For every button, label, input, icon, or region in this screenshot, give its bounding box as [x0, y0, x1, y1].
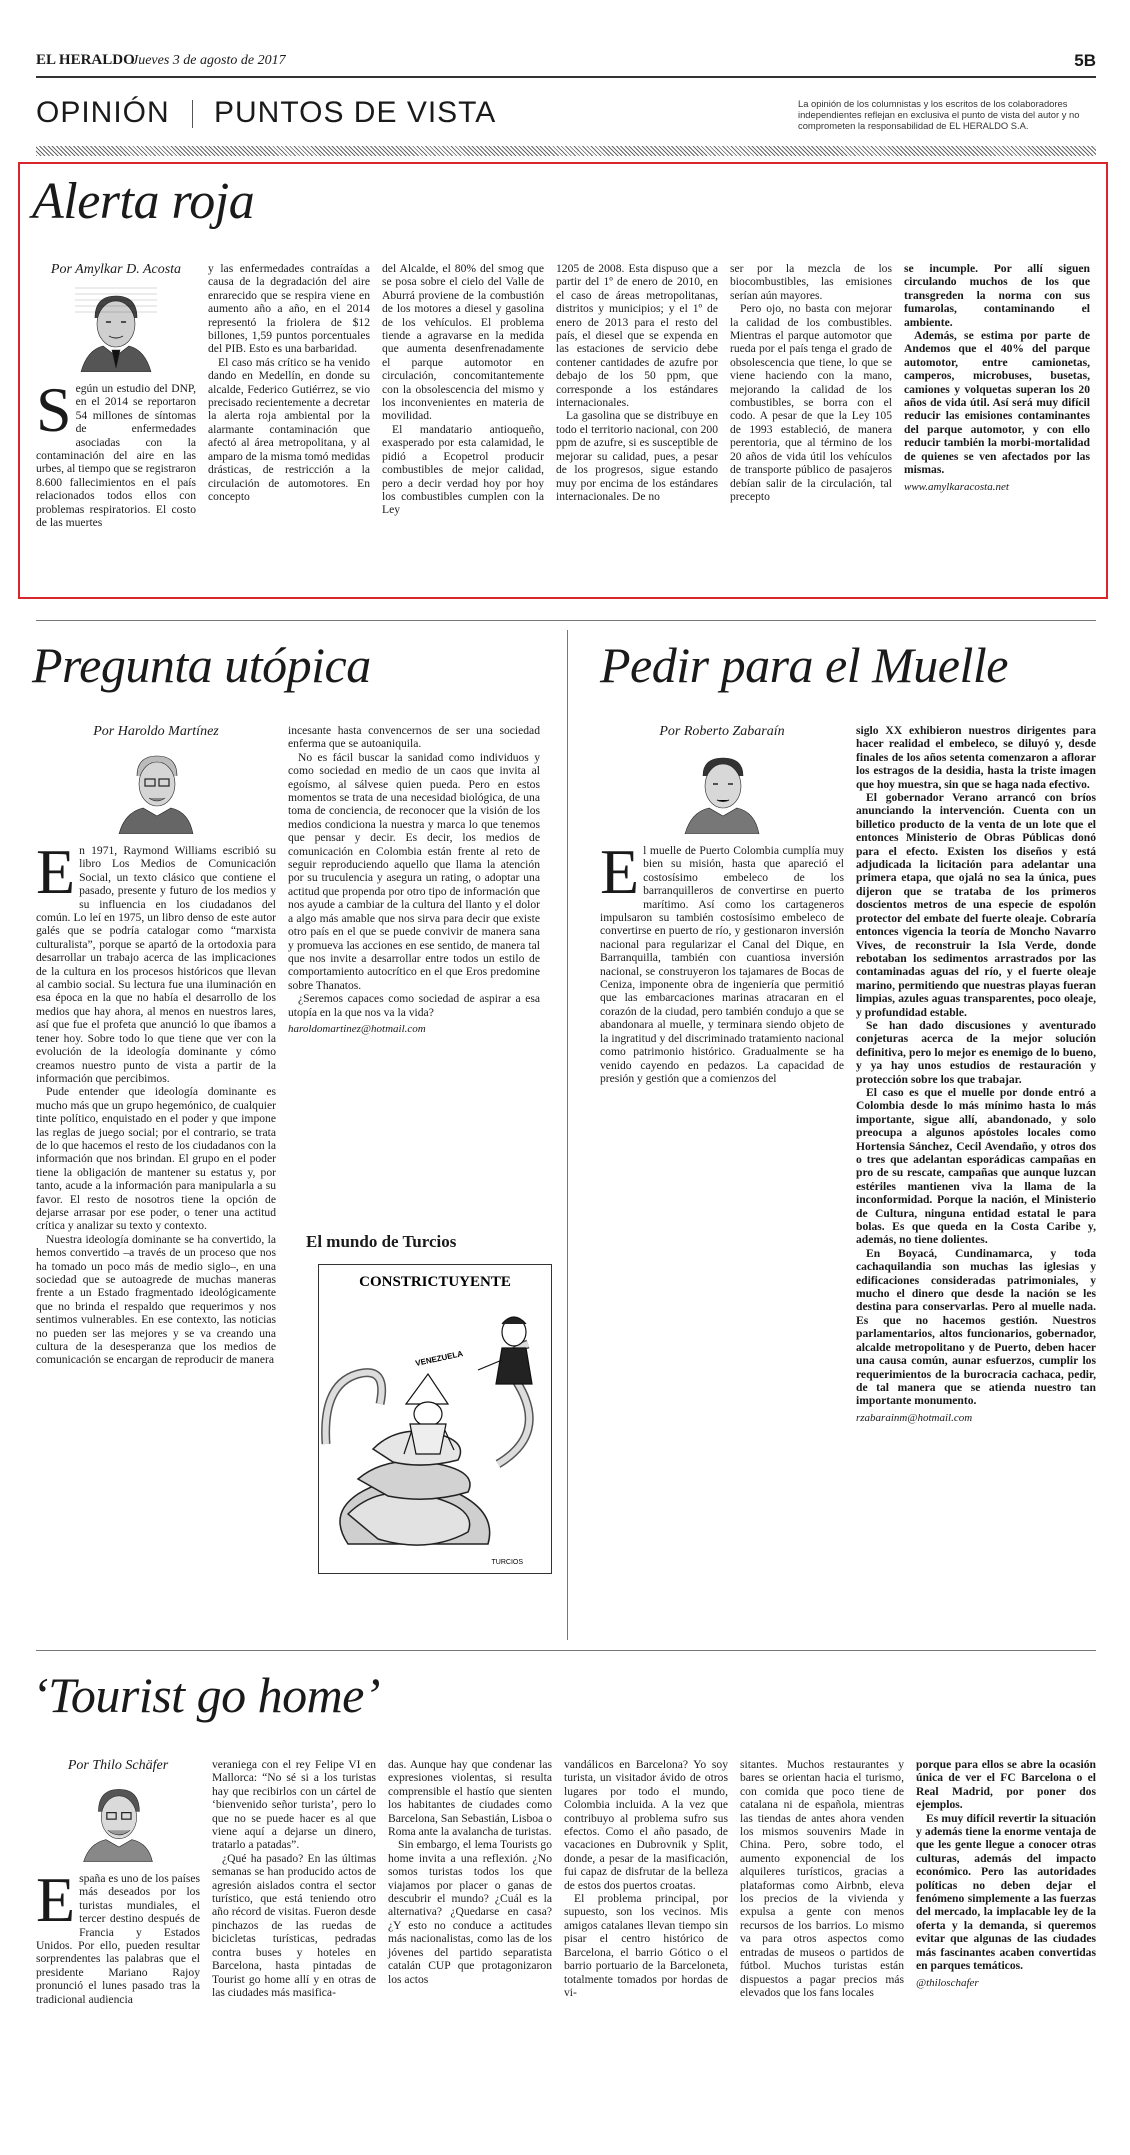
- author-website: www.amylkaracosta.net: [904, 480, 1009, 493]
- author-column: [36, 262, 196, 529]
- column-paragraph: y las enfermedades contraídas a causa de la degradación del aire enrarecido que se respira viene en aumento año a año, en el 2014 representó la friolera de $12 billones, 1,59 puntos porcentuales del PIB. Esto es una barbaridad.: [208, 262, 370, 356]
- column-paragraph: El problema principal, por supuesto, son los vecinos. Mis amigos catalanes llevan tiempo sin pisar el centro histórico de Barcelona, el barrio Gótico o el barrio portuario de la Barceloneta, totalmente tomados por hordas de vi-: [564, 1892, 728, 1999]
- column-paragraph: sitantes. Muchos restaurantes y bares se orientan hacia el turismo, con comida que poco tiene de catalana ni de española, mientras las tiendas de antes ahora venden los mismos souvenirs Made in China. Pero, sobre todo, el aumento exponencial de los alquileres turísticos, gracias a plataformas como Airbnb, eleva los precios de la vivienda y expulsa a gente con menos recursos de los barrios. Lo mismo va para otros aspectos como entradas de museos o partidos de fútbol. Muchos turistas están dispuestos a pagar precios más elevados que los fans locales: [740, 1758, 904, 1999]
- column-text: egún un estudio del DNP, en el 2014 se reportaron 54 millones de síntomas de enfermedades asociadas con la contaminación del aire en las urbes, al tiempo que se registraron 8.600 fallecimientos en el país relacionados todos ellos con problemas respiratorios. El costo de las muertes: [36, 382, 196, 530]
- column-paragraph: das. Aunque hay que condenar las expresiones violentas, si resulta comprensible el hastío que sienten los habitantes de ciudades como Barcelona, San Sebastián, Lisboa o Roma ante la avalancha de turistas.: [388, 1758, 552, 1839]
- column-paragraph: Se han dado discusiones y aventurado conjeturas acerca de la mejor solución definitiva, pero lo mejor es enemigo de lo bueno, y ya hay unos estudios de restauración y protección sobre los que trabajar.: [856, 1018, 1096, 1086]
- vertical-divider: [567, 630, 568, 1640]
- column-paragraph: El caso es que el muelle por donde entró a Colombia desde lo más mínimo hasta lo más importante, sigue allí, abandonado, y solo preocupa a algunos apóstoles locales como Hortensia Sánchez, Cecil Avendaño, y otros dos o tres que adelantan esporádicas campañas en pro de su rescate, campañas que aunque luzcan estériles mantienen viva la llama de la inconformidad. Porque la nación, el Ministerio de Cultura, ninguna entidad estatal le para bolas. Es que queda en la Costa Caribe y, además, no tiene dolientes.: [856, 1085, 1096, 1247]
- article-column-6: [904, 262, 1090, 493]
- section-rule: [36, 620, 1096, 621]
- column-paragraph: se incumple. Por allí siguen circulando muchos de los que transgreden la norma con sus fumarolas, contaminando el ambiente.: [904, 262, 1090, 329]
- author-portrait: [73, 284, 159, 372]
- section-left-label: OPINIÓN: [36, 96, 170, 129]
- column-paragraph: porque para ellos se abre la ocasión única de ver el FC Barcelona o el Real Madrid, por poner dos ejemplos.: [916, 1758, 1096, 1812]
- article-column-2: [856, 724, 1096, 1424]
- author-email: rzabarainm@hotmail.com: [856, 1411, 973, 1424]
- issue-date: Jueves 3 de agosto de 2017: [132, 53, 286, 68]
- column-paragraph: vandálicos en Barcelona? Yo soy turista, un visitador ávido de otros lugares por todo el mundo, Colombia incluida. A la vez que contribuyo al problema sufro sus efectos. Como el año pasado, de vacaciones en Dubrovnik y Split, donde, a pesar de la masificación, fui capaz de disfrutar de la belleza de estos dos puertos croatas.: [564, 1758, 728, 1892]
- column-paragraph: veraniega con el rey Felipe VI en Mallorca: “No sé si a los turistas hay que recibirlos con un cártel de ‘bienvenido señor turista’, pero lo que no se puede hacer es al que viene aquí a dejarse un dinero, tratarlo a patadas”.: [212, 1758, 376, 1852]
- article-title: Pedir para el Muelle: [600, 637, 1008, 693]
- article-title: ‘Tourist go home’: [32, 1667, 381, 1723]
- column-paragraph: del Alcalde, el 80% del smog que se posa sobre el cielo del Valle de Aburrá proviene de la combustión de los motores a diesel y gasolina de los vehículos. El problema tiende a agravarse en la medida que aumenta desenfrenadamente el parque automotor en circulación, concomitantemente con la obsolescencia del mismo y los inconvenientes en materia de movilidad.: [382, 262, 544, 423]
- section-disclaimer: La opinión de los columnistas y los escritos de los colaboradores independientes reflejan en exclusiva el punto de vista del autor y no comprometen la responsabilidad de EL HERALDO S.A.: [798, 98, 1080, 132]
- paper-name: EL HERALDO: [36, 52, 135, 68]
- masthead: [36, 52, 1096, 72]
- article-column-5: [730, 262, 892, 503]
- cartoon-illustration: [318, 1264, 552, 1574]
- article-column-3: [382, 262, 544, 517]
- article-column-1: [36, 374, 196, 530]
- author-email: haroldomartinez@hotmail.com: [288, 1022, 426, 1035]
- column-paragraph: La gasolina que se distribuye en todo el territorio nacional, con 200 ppm de azufre, si es susceptible de mejorar su calidad, pues, a pesar de los progresos, sigue estando muy por encima de los estándares internacionales. De no: [556, 409, 718, 503]
- cartoon-banner: VENEZUELA: [414, 1349, 464, 1368]
- article-column-4: [564, 1758, 728, 1999]
- article-column-3: [388, 1758, 552, 1986]
- section-hatch-band: [36, 146, 1096, 156]
- column-paragraph: Sin embargo, el lema Tourists go home invita a una reflexión. ¿No somos turistas todos los que viajamos por placer o ganas de descubrir el mundo? ¿Cuál es la alternativa? ¿Quedarse en casa? ¿Y esto no conduce a actitudes más nacionalistas, como las de los jóvenes del partido separatista catalán CUP que protagonizaron los actos: [388, 1838, 552, 1986]
- page-number: 5B: [1074, 51, 1096, 70]
- cartoon-heading: El mundo de Turcios: [306, 1232, 457, 1251]
- column-paragraph: ¿Qué ha pasado? En las últimas semanas se han producido actos de agresión aislados contra el sector turístico, que está teniendo otro año récord de visitas. Fueron desde pinchazos de las ruedas de bicicletas turísticas, pedradas contra buses y hoteles en Barcelona, hasta pintadas de Tourist go home allí y en otras de las ciudades más masifica-: [212, 1851, 376, 1999]
- section-right-label: PUNTOS DE VISTA: [214, 96, 497, 129]
- article-column-4: [556, 262, 718, 503]
- author-portrait: [679, 746, 765, 834]
- column-paragraph: En Boyacá, Cundinamarca, y toda cachaquilandia son muchas las iglesias y edificaciones consideradas patrimoniales, y mucho el dinero que desde la nación se les destina para conservarlas. Pero al muelle nada. Es que no hacemos gestión. Nuestros parlamentarios, altos funcionarios, gobernador, alcalde metropolitano y de Puerto, deben hacer una causa común, aunar esfuerzos, cumplir los requerimientos de la burocracia cachaca, pedir, de tal manera que se atienda nuestro tan importante monumento.: [856, 1246, 1096, 1408]
- column-paragraph: Nuestra ideología dominante se ha convertido, la hemos convertido –a través de un proceso que nos ha tomado un poco más de medio siglo–, en una sociedad que se autoagrede de muchas maneras frente a un Estado fragmentado ideológicamente que no brinda el respaldo que requerimos y nos sentimos vulnerables. En ese contexto, las noticias no pueden ser las mejores y se va creando una cultura de la desesperanza que los medios de comunicación se encargan de reproducir de manera: [36, 1232, 276, 1367]
- article-column-2: [212, 1758, 376, 1999]
- article-column-1: [36, 1864, 200, 2006]
- byline: Por Thilo Schäfer: [67, 1758, 169, 1773]
- author-portrait: [113, 746, 199, 834]
- column-text: spaña es uno de los países más deseados por los turistas mundiales, el tercer destino después de Francia y Estados Unidos. Por ello, pueden resultar sorprendentes las palabras que el presidente Mariano Rajoy pronunció el lunes pasado tras la tradicional audiencia: [36, 1872, 200, 2006]
- column-paragraph: Además, se estima por parte de Andemos que el 40% del parque automotor, entre camionetas, camperos, microbuses, busetas, camiones y volquetas superan los 20 años de vida útil. Así será muy difícil reducir las emisiones contaminantes del parque automotor, y con ello reducir también la morbi-mortalidad de quienes se ven afectados por las mismas.: [904, 329, 1090, 477]
- drop-cap: S: [36, 374, 72, 445]
- column-paragraph: Pude entender que ideología dominante es mucho más que un grupo hegemónico, de cualquier tinte político, enquistado en el poder y que impone las reglas de juego social; por el contrario, se trata de lo que hacemos el resto de los ciudadanos con la información que nos brindan. El grupo en el poder tiene la obligación de mantener su estatus y, por tanto, acude a la información para manipularla a su favor. El resto de nosotros tiene la opción de dejarse arrasar por ese poder, o tener una actitud crítica y analizar su texto y contexto.: [36, 1085, 276, 1233]
- byline: Por Amylkar D. Acosta: [50, 262, 182, 277]
- author-column: [600, 724, 844, 1085]
- article-column-1: [36, 836, 276, 1085]
- article-column-1: [600, 836, 844, 1085]
- column-paragraph: ser por la mezcla de los biocombustibles, las emisiones serían aún mayores.: [730, 262, 892, 302]
- article-column-5: [740, 1758, 904, 1999]
- column-paragraph: 1205 de 2008. Esta dispuso que a partir del 1º de enero de 2010, en el caso de áreas metropolitanas, distritos y municipios; y el 1º de enero de 2013 para el resto del país, el diesel que se expenda en las estaciones de servicio debe contener cantidades de azufre por debajo de los 50 ppm, que corresponde a los estándares internacionales.: [556, 262, 718, 410]
- column-paragraph: Pero ojo, no basta con mejorar la calidad de los combustibles. Mientras el parque automotor que rueda por el país tenga el grado de obsolescencia que tiene, lo que se viene haciendo con la mano, mejorando la calidad de los combustibles, se borra con el codo. A pesar de que la Ley 105 de 1993 estableció, de manera perentoria, que al término de los 20 años de vida útil los vehículos de transporte público de pasajeros debían salir de la circulación, tal precepto: [730, 302, 892, 503]
- column-text: l muelle de Puerto Colombia cumplía muy bien su misión, hasta que apareció el costosísimo embeleco de los barranquilleros de convertirse en puerto marítimo. Así como los cartageneros impulsaron su también costosísimo embeleco de convertirse en puerto de río, y gestionaron inversión nacional para regularizar el Canal del Dique, en Barranquilla, también con cuantiosa inversión nacional, se construyeron los tajamares de Bocas de Ceniza, imponente obra de ingeniería que permitió que las embarcaciones marinas atracaran en el corazón de la ciudad, pero también condujo a que se abandonara al muelle, y terminara siendo objeto de la ingratitud y del discriminado tratamiento nacional como patrimonio histórico. Gradualmente se ha venido cayendo en pedazos. La capacidad de presión y gestión que a comienzos del: [600, 844, 844, 1085]
- byline: Por Roberto Zabaraín: [659, 724, 785, 739]
- column-paragraph: siglo XX exhibieron nuestros dirigentes para hacer realidad el embeleco, se diluyó y, desde finales de los años setenta comenzaron a aflorar los estragos de la desidia, hasta la triste imagen que hoy muestra, sin que se haga nada efectivo.: [856, 724, 1096, 791]
- article-title: Alerta roja: [32, 173, 255, 230]
- author-column: [36, 724, 276, 1367]
- section-divider: [192, 100, 193, 128]
- article-column-6: [916, 1758, 1096, 1989]
- drop-cap: E: [36, 836, 76, 907]
- column-paragraph: incesante hasta convencernos de ser una sociedad enferma que se autoaniquila.: [288, 724, 540, 751]
- column-text: n 1971, Raymond Williams escribió su libro Los Medios de Comunicación Social, un texto clásico que contiene el pasado, presente y futuro de los medios y su influencia en los ciudadanos del común. Lo leí en 1975, un libro denso de este autor galés que se podría catalogar como “marxista culturalista”, porque se apartó de la ortodoxia para desarrollar un trabajo acerca de las implicaciones de la cultura en los procesos históricos que llevan al cambio social. Su lectura fue una iluminación en esa época en la que no había el desarrollo de los medios que hay ahora, al menos en nuestros lares, así que fue el profeta que anunció lo que íbamos a tener hoy. Sobre todo lo que tiene que ver con la evolución de la ideología dominante y cómo creamos nuestro punto de vista a partir de la información que percibimos.: [36, 844, 276, 1085]
- article-column-2: [288, 724, 540, 1035]
- cartoon-signature: TURCIOS: [491, 1559, 523, 1566]
- cartoon-title: CONSTRICTUYENTE: [359, 1274, 511, 1290]
- masthead-rule: [36, 76, 1096, 78]
- column-paragraph: Es muy difícil revertir la situación y además tiene la enorme ventaja de que les gente llegue a conocer otras culturas, además del impacto económico. Pero las autoridades políticas no deben dejar el fenómeno simplemente a las fuerzas del mercado, la implacable ley de la oferta y la demanda, si queremos evitar que algunas de las ciudades más fascinantes acaben convertidas en parques temáticos.: [916, 1811, 1096, 1973]
- column-paragraph: El caso más crítico se ha venido dando en Medellín, en donde su alcalde, Federico Gutiérrez, se vio precisado recientemente a decretar la alerta roja ambiental por la alarmante contaminación que afectó al área metropolitana, y al amparo de la misma tomó medidas drásticas, de restricción a la circulación de automotores. En concepto: [208, 355, 370, 503]
- byline: Por Haroldo Martínez: [93, 724, 219, 739]
- drop-cap: E: [600, 836, 640, 907]
- author-column: [36, 1758, 200, 2006]
- article-title: Pregunta utópica: [32, 637, 371, 693]
- article-column-2: [208, 262, 370, 503]
- column-paragraph: El mandatario antioqueño, exasperado por esta calamidad, le pidió a Ecopetrol producir combustibles de mejor calidad, pero a decir verdad hoy por hoy los combustibles cumplen con la Ley: [382, 422, 544, 517]
- author-handle: @thiloschafer: [916, 1976, 979, 1989]
- column-paragraph: ¿Seremos capaces como sociedad de aspirar a esa utopía en la que nos va la vida?: [288, 992, 540, 1019]
- author-portrait: [78, 1780, 158, 1862]
- column-paragraph: No es fácil buscar la sanidad como individuos y como sociedad en medio de un caos que invita al egoísmo, al sálvese quien pueda. Pero en estos momentos se trata de una necesidad biológica, de una toma de conciencia, de reconocer que la visión de los medios condiciona la nuestra y marca lo que tenemos que pensar y decir. Es decir, los medios de comunicación en Colombia están frente al reto de seguir reproduciendo aquello que llama la atención por su truculencia y asegura un rating, o adoptar una actitud que propenda por otro tipo de información que nos ayude a cambiar de la cultura del llanto y el dolor a algo más amable que nos sirva para decir que existe otro país en el que se puede convivir de manera sana y promueva las acciones en ese sentido, de manera tal que nos invite a desarrollar entre todos un estilo de comportamiento autocrítico en el que Eros predomine sobre Thanatos.: [288, 750, 540, 992]
- section-rule: [36, 1650, 1096, 1651]
- drop-cap: E: [36, 1864, 76, 1935]
- column-paragraph: El gobernador Verano arrancó con bríos anunciando la intervención. Cuenta con un billetico producto de la venta de un lote que el entonces Ministerio de Obras Públicas donó para el efecto. Existen los diseños y está adjudicada la licitación para adelantar una primera etapa, que ojalá no sea la única, pues dijeron que se trataba de los primeros doscientos metros de una especie de espolón protector del embate del fuerte oleaje. Cobraría entonces vigencia la teoría de Moncho Navarro Vives, de reconstruir la Isla Verde, donde rebotaban los sedimentos arrastrados por las contaminadas aguas del río, y el fuerte oleaje marino, permitiendo que nuestras playas fueran limpias, azules aguas transparentes, poco oleaje, y profundidad estable.: [856, 791, 1096, 1019]
